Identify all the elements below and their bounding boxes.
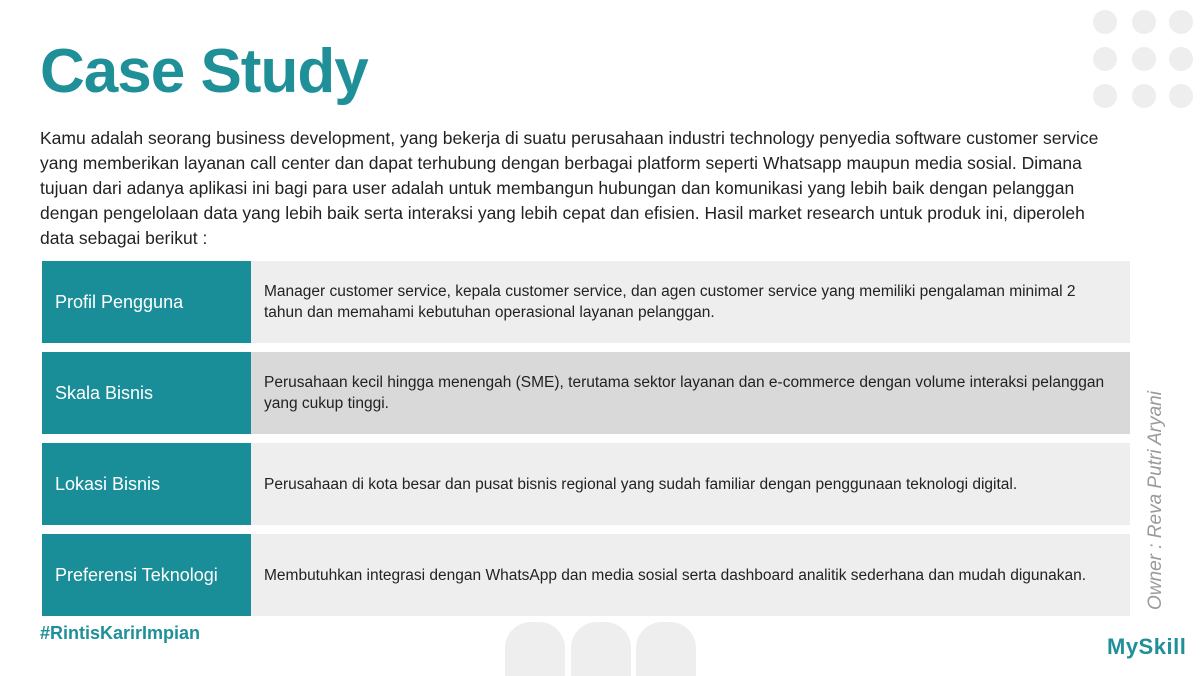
myskill-logo: MySkill <box>1107 634 1187 659</box>
decor-dot <box>1093 10 1117 34</box>
row-value: Perusahaan kecil hingga menengah (SME), terutama sektor layanan dan e-commerce dengan volume interaksi pelanggan yang cukup tinggi. <box>251 352 1130 434</box>
decor-arch <box>505 622 565 676</box>
hashtag-text: #RintisKarirImpian <box>40 623 201 643</box>
decor-dot <box>1093 47 1117 71</box>
owner-credit: Owner : Reva Putri Aryani <box>1145 391 1166 610</box>
decor-dot <box>1169 47 1193 71</box>
row-value: Perusahaan di kota besar dan pusat bisnis regional yang sudah familiar dengan penggunaan teknologi digital. <box>251 443 1130 525</box>
page-title: Case Study <box>40 37 368 106</box>
decor-dot <box>1093 84 1117 108</box>
row-label: Preferensi Teknologi <box>42 534 251 616</box>
row-label: Lokasi Bisnis <box>42 443 251 525</box>
table-row-lokasi-bisnis <box>42 443 1130 525</box>
table-row-profil-pengguna <box>42 261 1130 343</box>
decor-arch <box>636 622 696 676</box>
decor-dot <box>1132 84 1156 108</box>
decor-dot <box>1169 10 1193 34</box>
row-value: Membutuhkan integrasi dengan WhatsApp dan media sosial serta dashboard analitik sederhana dan mudah digunakan. <box>251 534 1130 616</box>
row-label: Skala Bisnis <box>42 352 251 434</box>
table-row-preferensi-teknologi <box>42 534 1130 616</box>
decorative-dots <box>1090 8 1200 112</box>
decor-dot <box>1132 47 1156 71</box>
row-label: Profil Pengguna <box>42 261 251 343</box>
row-value: Manager customer service, kepala customer service, dan agen customer service yang memiliki pengalaman minimal 2 tahun dan memahami kebutuhan operasional layanan pelanggan. <box>251 261 1130 343</box>
table-row-skala-bisnis <box>42 352 1130 434</box>
market-research-table <box>42 261 1130 625</box>
decor-dot <box>1132 10 1156 34</box>
decor-arch <box>571 622 631 676</box>
decor-dot <box>1169 84 1193 108</box>
intro-paragraph: Kamu adalah seorang business development, yang bekerja di suatu perusahaan industri technology penyedia software customer service yang memberikan layanan call center dan dapat terhubung dengan berbagai platform seperti Whatsapp maupun media sosial. Dimana tujuan dari adanya aplikasi ini bagi para user adalah untuk membangun hubungan dan komunikasi yang lebih baik dengan pelanggan dengan pengelolaan data yang lebih baik serta interaksi yang lebih cepat dan efisien. Hasil market research untuk produk ini, diperoleh data sebagai berikut : <box>40 128 1099 248</box>
